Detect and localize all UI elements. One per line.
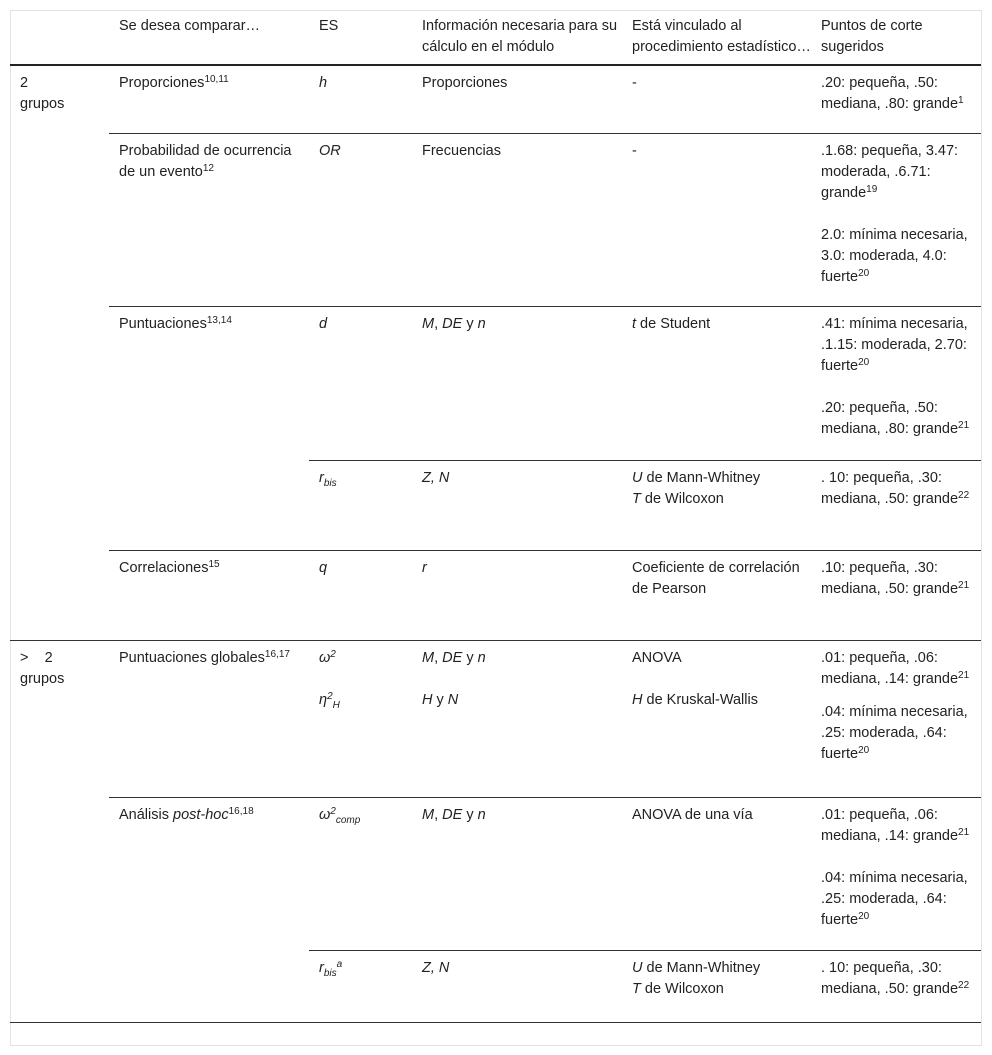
es-cell: $r_{bis}^a$: [319, 958, 343, 979]
group-more-first-line: > 2: [20, 649, 53, 666]
compare-cell: [109, 550, 309, 640]
info-cell: Frecuencias: [422, 142, 501, 159]
ref-sup: 1: [958, 95, 964, 106]
procedure-cell: Coeficiente de correlación de Pearson: [632, 559, 800, 597]
group-two-cell: [10, 65, 109, 640]
es-symbol: r: [319, 469, 324, 486]
table-row: [10, 133, 981, 306]
info-cell: M, DE y n H y N: [422, 649, 486, 708]
table-row: [10, 640, 981, 797]
compare-cell: Análisis post-hoc$^{16,18}$: [119, 805, 254, 823]
effect-size-table: [10, 10, 981, 1023]
es-cell: $\omega^2_{comp}$: [319, 805, 361, 826]
cutoff-text: .01: pequeña, .06: mediana, .14: grande$^{21}$: [821, 649, 970, 687]
table-row: [10, 797, 981, 950]
es-cell: $r_{bis}$: [319, 469, 337, 489]
es-cell: [309, 133, 412, 306]
es-cell: [309, 306, 412, 460]
es-cell: [309, 550, 412, 640]
es-symbol: d: [319, 315, 328, 332]
ref-sup: 13,14: [206, 314, 232, 326]
compare-text: Probabilidad de ocurrencia de un evento: [119, 142, 292, 180]
ref-sup: 21: [958, 669, 970, 681]
ref-sup: 22: [958, 979, 970, 991]
ref-sup: 10,11: [204, 74, 229, 85]
cutoff-cell: [811, 797, 981, 950]
cutoff-text: . 10: pequeña, .30: mediana, .50: grande: [821, 469, 959, 507]
cutoff-text: .20: pequeña, .50: mediana, .80: grande$^{21}$: [821, 399, 970, 437]
cutoff-cell: [811, 306, 981, 460]
procedure-cell: U de Mann-Whitney T de Wilcoxon: [632, 469, 761, 507]
cutoff-cell: [811, 640, 981, 797]
cutoff-text: .1.68: pequeña, 3.47: moderada, .6.71: grande$^{19}$: [821, 142, 959, 201]
group-two-number: 2: [20, 75, 29, 91]
cutoff-cell: [811, 460, 981, 550]
ref-sup: 20: [858, 267, 870, 279]
header-procedure: Está vinculado al procedimiento estadístico…: [632, 18, 811, 55]
table-row: [10, 65, 981, 133]
es-symbol: OR: [319, 142, 341, 159]
compare-cell: [109, 65, 309, 133]
ref-sup: 20: [858, 910, 870, 922]
compare-cell: [109, 306, 309, 550]
ref-sup: 21: [958, 826, 970, 838]
ref-sup: 16,18: [228, 805, 254, 817]
ref-sup: 20: [858, 356, 870, 368]
group-more-cell: [10, 640, 109, 1022]
ref-sup: 19: [866, 183, 878, 195]
es-cell: [309, 65, 412, 133]
procedure-cell: ANOVA de una vía: [632, 806, 753, 823]
ref-sup: 12: [202, 162, 214, 174]
table-row: [10, 550, 981, 640]
ref-sup: 15: [208, 558, 220, 570]
es-symbol: h: [319, 75, 328, 91]
info-cell: M, DE y n: [422, 315, 486, 332]
header-es: ES: [319, 18, 339, 34]
info-cell: r: [422, 559, 427, 576]
cutoff-text: .10: pequeña, .30: mediana, .50: grande: [821, 559, 959, 597]
cutoff-text: .41: mínima necesaria, .1.15: moderada, 2.70: fuerte$^{20}$: [821, 315, 968, 374]
es-cell: $\omega^2$ $\eta^2_H$: [319, 648, 340, 711]
ref-sup: 21: [958, 579, 970, 591]
compare-text: Correlaciones: [119, 559, 209, 576]
cutoff-cell: [811, 133, 981, 306]
table-row: [10, 306, 981, 460]
procedure-cell: -: [632, 142, 637, 159]
ref-sup: 20: [858, 744, 870, 756]
header-cutoffs: Puntos de corte sugeridos: [821, 18, 923, 55]
cutoff-cell: [811, 550, 981, 640]
procedure-cell: t de Student: [632, 315, 711, 332]
cutoff-text: .01: pequeña, .06: mediana, .14: grande$^{21}$: [821, 806, 970, 844]
info-cell: Z, N: [422, 959, 450, 976]
info-cell: Z, N: [422, 469, 450, 486]
cutoff-text: 2.0: mínima necesaria, 3.0: moderada, 4.0: fuerte$^{20}$: [821, 226, 968, 285]
header-compare: Se desea comparar…: [119, 18, 261, 34]
cutoff-text: .04: mínima necesaria, .25: moderada, .64: fuerte$^{20}$: [821, 703, 968, 762]
table-header-row: [10, 10, 981, 65]
header-info: Información necesaria para su cálculo en el módulo: [422, 18, 618, 55]
group-two-label: grupos: [20, 96, 65, 112]
info-cell: Proporciones: [422, 75, 508, 91]
compare-text: Puntuaciones globales: [119, 649, 265, 666]
ref-sup: 22: [958, 489, 970, 501]
cutoff-text: .20: pequeña, .50: mediana, .80: grande: [821, 75, 959, 112]
ref-sup: 21: [958, 419, 970, 431]
group-more-label: grupos: [20, 670, 65, 687]
info-cell: M, DE y n: [422, 806, 486, 823]
procedure-cell: ANOVA H de Kruskal-Wallis: [632, 649, 758, 708]
header-col1: [10, 10, 109, 65]
procedure-cell: U de Mann-Whitney T de Wilcoxon: [632, 959, 761, 997]
cutoff-text: . 10: pequeña, .30: mediana, .50: grande: [821, 959, 959, 997]
cutoff-cell: [811, 950, 981, 1022]
procedure-cell: -: [632, 75, 637, 91]
compare-cell: [109, 133, 309, 306]
compare-text: Proporciones: [119, 75, 205, 91]
cutoff-text: .04: mínima necesaria, .25: moderada, .64: fuerte$^{20}$: [821, 869, 968, 928]
cutoff-cell: [811, 65, 981, 133]
es-symbol: q: [319, 559, 328, 576]
compare-cell: [109, 640, 309, 797]
ref-sup: 16,17: [264, 648, 290, 660]
compare-text: Puntuaciones: [119, 315, 207, 332]
